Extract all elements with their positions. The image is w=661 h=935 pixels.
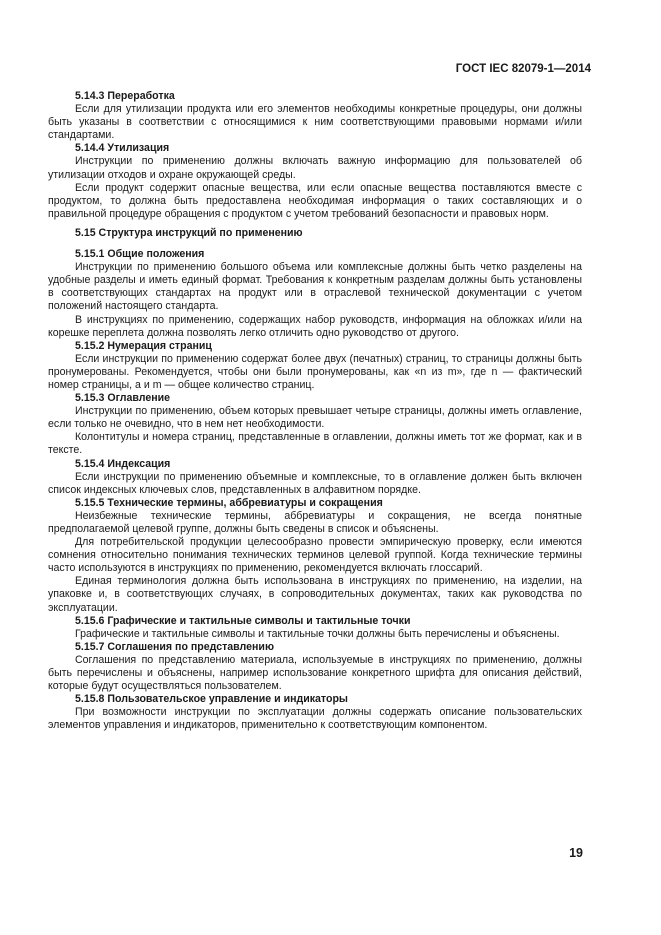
- paragraph: Если инструкции по применению объемные и комплексные, то в оглавление должен быть включен список индексных ключевых слов, представленных в алфавитном порядке.: [48, 470, 582, 496]
- paragraph: При возможности инструкции по эксплуатации должны содержать описание пользовательских элементов управления и индикаторов, применительно к соответствующим компонентом.: [48, 706, 582, 732]
- paragraph: Инструкции по применению большого объема или комплексные должны быть четко разделены на удобные разделы и иметь единый формат. Требования к конкретным разделам должны быть установлены в соответствующих стандартах на продукт или в отраслевой технической документации с учетом положений настоящего стандарта.: [48, 261, 582, 313]
- paragraph: Если инструкции по применению содержат более двух (печатных) страниц, то страницы должны быть пронумерованы. Рекомендуется, чтобы они были пронумерованы, как «n из m», где n — фактический номер страницы, а и m — общее количество страниц.: [48, 352, 582, 391]
- section-heading: 5.14.4 Утилизация: [75, 142, 170, 155]
- section-heading: 5.15.2 Нумерация страниц: [75, 339, 212, 352]
- document-code-header: ГОСТ IEC 82079-1—2014: [455, 63, 591, 75]
- paragraph: Колонтитулы и номера страниц, представленные в оглавлении, должны иметь тот же формат, как и в тексте.: [48, 431, 582, 457]
- paragraph: Единая терминология должна быть использована в инструкциях по применению, на изделии, на упаковке и, в соответствующих случаях, в сопроводительных документах, таких как руководства по эксплуатации.: [48, 575, 582, 614]
- paragraph: В инструкциях по применению, содержащих набор руководств, информация на обложках и/или на корешке переплета должна позволять легко отличить одно руководство от другого.: [48, 313, 582, 339]
- section-heading: 5.15.6 Графические и тактильные символы и тактильные точки: [75, 614, 411, 627]
- paragraph: Инструкции по применению должны включать важную информацию для пользователей об утилизации отходов и охране окружающей среды.: [48, 155, 582, 181]
- section-heading: 5.15.7 Соглашения по представлению: [75, 640, 274, 653]
- section-heading: 5.15.5 Технические термины, аббревиатуры и сокращения: [75, 496, 383, 509]
- section-heading: 5.14.3 Переработка: [75, 90, 175, 102]
- section-heading: 5.15.3 Оглавление: [75, 392, 171, 405]
- paragraph: Инструкции по применению, объем которых превышает четыре страницы, должны иметь оглавление, если только не очевидно, что в нем нет необходимости.: [48, 405, 582, 431]
- paragraph: Для потребительской продукции целесообразно провести эмпирическую проверку, если имеются сомнения относительно понимания технических терминов целевой группой. Когда технические термины часто используются в инструкциях по применению, рекомендуется включать глоссарий.: [48, 536, 582, 575]
- paragraph: Неизбежные технические термины, аббревиатуры и сокращения, не всегда понятные предполагаемой целевой группе, должны быть сведены в список и объяснены.: [48, 509, 582, 535]
- paragraph: Соглашения по представлению материала, используемые в инструкциях по применению, должны быть перечислены и объяснены, например использование конкретного шрифта для описания действий, которые будут осуществляться пользователем.: [48, 653, 582, 693]
- section-heading: 5.15.4 Индексация: [75, 457, 171, 470]
- section-heading: 5.15.8 Пользовательское управление и индикаторы: [75, 693, 348, 706]
- paragraph: Графические и тактильные символы и тактильные точки должны быть перечислены и объяснены.: [75, 627, 560, 640]
- paragraph: Если продукт содержит опасные вещества, или если опасные вещества поставляются вместе с продуктом, то должна быть предоставлена необходимая информация о таких составляющих и о правильной процедуре обращения с продуктом с учетом требований безопасности и правовых норм.: [48, 181, 582, 220]
- paragraph: Если для утилизации продукта или его элементов необходимы конкретные процедуры, они должны быть указаны в соответствии с относящимися к ним соответствующими правовыми нормами и/или стандартами.: [48, 103, 582, 142]
- chapter-heading: 5.15 Структура инструкций по применению: [75, 226, 303, 239]
- page-number: 19: [569, 846, 583, 860]
- document-body: [48, 90, 582, 733]
- section-heading: 5.15.1 Общие положения: [75, 248, 205, 261]
